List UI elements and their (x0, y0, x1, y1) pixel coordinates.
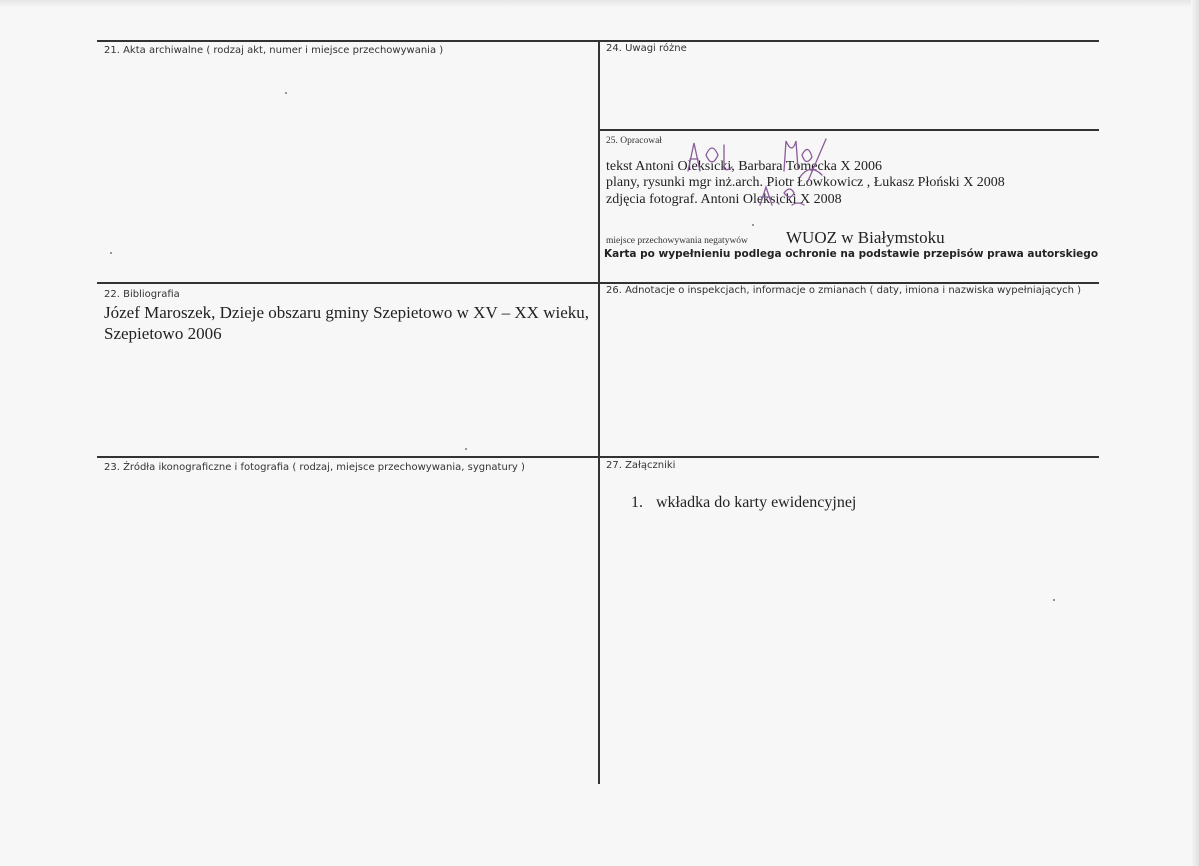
scan-speck (752, 224, 754, 226)
negatives-storage-value: WUOZ w Białymstoku (786, 228, 945, 247)
section-25-label: 25. Opracował (606, 136, 662, 146)
section-23-label: 23. Źródła ikonograficzne i fotografia ( rodzaj, miejsce przechowywania, sygnatury ) (104, 462, 525, 473)
bibliography-line-2: Szepietowo 2006 (104, 324, 222, 343)
author-drawings-line: plany, rysunki mgr inż.arch. Piotr Łowkowicz , Łukasz Płoński X 2008 (606, 175, 1005, 190)
scan-edge-top (0, 0, 1199, 8)
section-22-label: 22. Bibliografia (104, 289, 180, 300)
rule-section-25 (600, 129, 1099, 131)
attachment-item-text: wkładka do karty ewidencyjnej (656, 494, 857, 511)
section-27-label: 27. Załączniki (606, 460, 676, 471)
negatives-storage-label: miejsce przechowywania negatywów (606, 236, 748, 246)
section-21-label: 21. Akta archiwalne ( rodzaj akt, numer i miejsce przechowywania ) (104, 45, 444, 56)
copyright-note: Karta po wypełnieniu podlega ochronie na podstawie przepisów prawa autorskiego (604, 248, 1099, 260)
attachment-item-number: 1. (631, 494, 643, 511)
scan-speck (1053, 599, 1055, 601)
author-photos-line: zdjęcia fotograf. Antoni Oleksicki X 2008 (606, 192, 842, 207)
scan-speck (465, 448, 467, 450)
column-divider (598, 40, 600, 784)
author-text-line: tekst Antoni Oleksicki, Barbara Tomecka X 2006 (606, 159, 882, 174)
scan-edge-right (1191, 0, 1199, 866)
section-26-label: 26. Adnotacje o inspekcjach, informacje o zmianach ( daty, imiona i nazwiska wypełniających ) (606, 285, 1082, 296)
scan-speck (285, 92, 287, 94)
section-24-label: 24. Uwagi różne (606, 43, 687, 54)
bibliography-line-1: Józef Maroszek, Dzieje obszaru gminy Szepietowo w XV – XX wieku, (104, 303, 590, 322)
scan-speck (110, 252, 112, 254)
handwritten-initials (680, 135, 900, 215)
